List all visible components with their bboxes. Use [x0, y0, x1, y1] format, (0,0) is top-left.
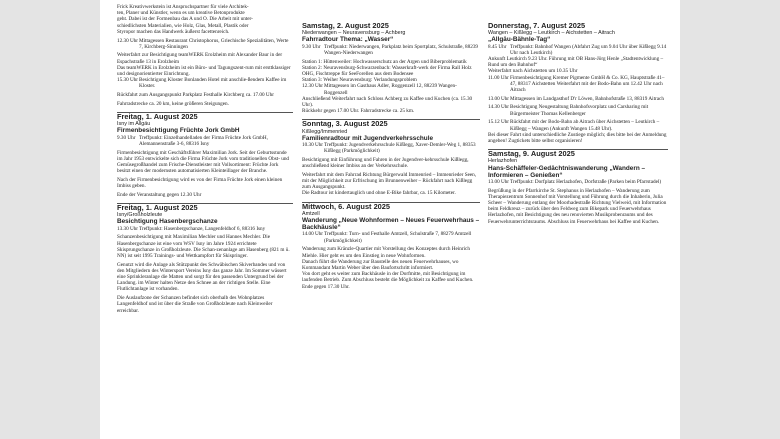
paragraph: Das teamWERK in Erolzheim ist ein Büro- und Tagungszent-rum mit ersttklassiger und designorientierter Einrichtung.	[117, 64, 291, 78]
entry-time: 12.30 Uhr	[302, 83, 324, 90]
entry-text: Treffpunkt: Niederwangen, Parkplatz beim Sportplatz, Schulstraße, 88239 Wangen-Niederwangen	[324, 43, 479, 56]
schedule-entry	[117, 226, 293, 232]
entry-text: Firmenbesichtigung Kremer Pigmente GmbH & Co. KG, Hauptstraße 41–47, 88317 Aichstetten Weiterfahrt mit der Bodo-Bahn um 12.42 Uhr nach Aitrach	[510, 74, 665, 94]
entry-text: Mittagessen im Landgasthof D'r Löwen, Bahnhofstraße 13, 88319 Aitrach	[510, 95, 664, 102]
entry-time: 13.00 Uhr	[488, 95, 510, 102]
event-date-heading: Sonntag, 3. August 2025	[302, 119, 388, 129]
schedule-entry	[488, 179, 668, 185]
paragraph: Die Radtour ist kindertauglich und ohne E-Bike fahrbar, ca. 15 Kilometer.	[302, 190, 456, 197]
paragraph: Wanderung zum Kränzle-Quartier mit Vorstellung des Konzeptes durch Heinrich Miehle. Hier geht es um den Einstieg in neue Wohnformen.	[302, 246, 470, 259]
paragraph: Station 3: Weiher Neuravensburg: Verlandungsproblem	[302, 77, 417, 84]
paragraph: Station 2: Neuravensburg-Schwarzenbach: Wasserkraft-werk der Firma Rall Holz OHG, Fischtreppe für SeeForellen aus dem Bodensee	[302, 64, 472, 77]
paragraph: Weiterfahrt mit dem Fahrrad Richtung Bürgerwald Immenried – Immenrieder Seen, mit der Möglichkeit zur Erfrischung im Brunnenweiher – Rückfahrt nach Kißlegg zum Ausgangspunkt.	[302, 171, 477, 191]
paragraph: Danach führt die Wanderung zur Baustelle des neuen Feuerwehrhauses, wo Kommandant Martin Weber über den Baufortschritt informiert.	[302, 258, 459, 271]
entry-text: Treffpunkt: Dorfplatz Herlazhofen, Dorfstraße (Parken beim Pfarrstadel)	[510, 178, 662, 185]
event-place: Kißlegg/Immenried	[302, 128, 348, 135]
entry-time: 14.30 Uhr	[488, 104, 510, 111]
event-date-heading: Freitag, 1. August 2025	[117, 202, 198, 212]
schedule-entry	[302, 83, 480, 95]
event-place: Amtzell	[302, 210, 320, 217]
intro-line: Frick Kreativwerkstein ist Anspruchspartner für viele Architek-	[117, 4, 249, 10]
event-title: Wanderung „Neue Wohnformen – Neues Feuerwehrhaus – Backhäusle“	[302, 216, 480, 232]
entry-time: 14.00 Uhr	[302, 231, 324, 238]
paragraph: Genutzt wird die Anlage als Stützpunkt des Schwäbischen Skiverbandes und von den Mitgliedern des Wintersport Vereins Isny das ganze Jahr. Im Sommer wässert eine Sprinkleranlage die Matten und sorgt für den passenden Untergrund bei der Landung. im Winter halten Netze den Schnee an der richtigen Stelle. Eine Flutlichtanlage ist vorhanden.	[117, 261, 287, 293]
event-date-heading: Freitag, 1. August 2025	[117, 112, 198, 122]
entry-text: Treffpunkt: Turn- und Festhalle Amtzell, Schulstraße 7, 88279 Amtzell (Parkmöglichkeit)	[324, 231, 472, 244]
paragraph: Ende gegen 17.30 Uhr.	[302, 283, 350, 290]
entry-text: Treffpunkt: Einzelhandelladen der Firma Früchte Jork GmbH, Alemannenstraße 3-6, 88316 Isny	[139, 134, 268, 147]
event-date-heading: Samstag, 2. August 2025	[302, 21, 389, 30]
document-page	[100, 0, 680, 439]
schedule-entry	[302, 142, 480, 154]
entry-time: 9.30 Uhr	[117, 134, 136, 141]
paragraph: Ankunft Leutkirch 9.23 Uhr. Führung mit OB Hans-Jörg Henle „Stadtentwicklung – Rund um den Bahnhof“	[488, 56, 664, 69]
entry-time: 9.30 Uhr	[302, 43, 321, 50]
paragraph: Bei dieser Fahrt sind unterschiedliche Zustiege möglich; dies bitte bei der Anmeldung angeben! Zugtickets bitte selbst organisieren!	[488, 131, 667, 144]
event-place: Niederwangen – Neuravensburg – Achberg	[302, 30, 406, 37]
schedule-entry	[117, 38, 293, 50]
entry-time: 12.30 Uhr	[117, 37, 139, 44]
schedule-entry	[302, 231, 480, 243]
paragraph: Station 1: Hüttenweiler: Hochwasserschutz an der Argen und Biberproblematik	[302, 58, 467, 65]
schedule-entry	[302, 44, 480, 56]
intro-line: geht. Dabei ist der Formenbau das A und O. Die Arbeit mit unter-	[117, 16, 253, 23]
intro-line: Styropor machen das Handwerk äußerst facettenreich.	[117, 28, 230, 35]
paragraph: Weiterfahrt zur Besichtigung teamWERK Erolzheim mit Alexander Baur in der Espachstraße 13 in Erolzheim	[117, 52, 283, 65]
entry-text: Besichtigung Neugestaltung Bahnhofsvorplatz und Carsharing mit Bürgermeister Thomas Kellenberger	[510, 104, 649, 117]
schedule-entry	[488, 75, 668, 94]
entry-time: 13.30 Uhr	[117, 225, 139, 232]
column-2	[302, 22, 480, 290]
entry-text: Mittagessen Restaurant Christophorus, Griechische Spezialitäten, Werte 7, Kirchberg-Sinningen	[139, 37, 289, 50]
paragraph: Weiterfahrt nach Aichstetten um 10.35 Uhr	[488, 68, 578, 75]
event-place: Herlazhofen	[488, 158, 518, 165]
event-place: Isny im Allgäu	[117, 121, 151, 128]
entry-time: 15.12 Uhr	[488, 119, 510, 126]
schedule-entry	[488, 104, 668, 116]
paragraph: Nach der Firmenbesichtigung wird es von der Firma Früchte Jork einen kleinen Imbiss geben.	[117, 176, 283, 190]
entry-text: Mittagessen im Gasthaus Adler, Roggenzell 12, 88239 Wangen-Roggenzell	[324, 83, 457, 96]
entry-time: 15.30 Uhr	[117, 77, 139, 84]
schedule-entry	[117, 77, 293, 89]
paragraph: Besichtigung mit Einführung und Fahren in der Jugendver-kehrsschule Kißlegg, anschließend kleiner Imbiss an der Verkehrsschule.	[302, 156, 469, 170]
paragraph: Firmenbesichtigung mit Geschäftsführer Maximilian Jork. Seit der Geburtsstunde im Jahr 1953 entwickelte sich die Firma Früchte Jork vom traditionellen Obst- und Gemüsegroßhandel zum Frische-Dienstleister mit Vollsortiment: Früchte Jork besitzt einen der modernsten automatisierten Kleinteillager der Branche.	[117, 149, 290, 175]
entry-text: Treffpunkt: Jugendverkehrsschule Kißlegg, Xaver-Demler-Weg 1, 88353 Kißlegg (Parkmöglichkeit)	[324, 141, 476, 155]
entry-text: Treffpunkt: Bahnhof Wangen (Abfahrt Zug um 9.04 Uhr über Kißlegg 9.14 Uhr nach Leutkirch)	[510, 43, 667, 56]
schedule-entry	[488, 96, 668, 102]
event-date-heading: Samstag, 9. August 2025	[488, 149, 575, 159]
schedule-entry	[117, 135, 293, 147]
entry-text: Besichtigung Kloster Bonlanden Hotel mit anschlie-ßendem Kaffee im Kloster.	[139, 77, 287, 90]
entry-text: Rückfahrt mit der Bodo-Bahn ab Aitrach über Aichstetten – Leutkirch – Kißlegg – Wangen (Ankunft Wangen 15.48 Uhr).	[510, 119, 660, 132]
event-title: Familienradtour mit Jugendverkehrsschule	[302, 134, 434, 142]
paragraph: Von dort geht es weiter zum Backhäusle in der Dorfmitte, mit Besichtigung im laufenden Betrieb. Zum Abschluss besteht die Möglichkeit zu Kaffee und Kuchen.	[302, 271, 474, 284]
paragraph: Die Auslaufzone der Schanzen befindet sich oberhalb des Wohnplatzes Langenfeldhof und ist über die Straße von Großholzleute nach Kleinweiler erreichbar.	[117, 295, 273, 314]
column-3	[488, 22, 668, 225]
event-title: „Allgäu-Bähnle-Tag“	[488, 36, 551, 44]
event-place: Isny/Großholzleute	[117, 212, 163, 219]
paragraph: Anschließend Weiterfahrt nach Schloss Achberg zu Kaffee und Kuchen (ca. 15.30 Uhr).	[302, 95, 473, 108]
entry-time: 8.45 Uhr	[488, 43, 507, 50]
entry-text: Treffpunkt: Hasenbergschanze, Langenfeldhof 6, 88316 Isny	[139, 225, 266, 232]
paragraph: Ende der Veranstaltung gegen 12.30 Uhr	[117, 191, 202, 198]
event-title: Fahrradtour Thema: „Wasser“	[302, 36, 394, 44]
paragraph: Rückkehr gegen 17.00 Uhr. Fahrradstrecke ca. 25 km.	[302, 108, 415, 115]
event-date-heading: Mittwoch, 6. August 2025	[302, 201, 391, 211]
intro-line: ten, Planer und Künstler, wenn es um kreative Betonprodukte	[117, 10, 245, 17]
schedule-entry	[488, 44, 668, 56]
entry-time: 10.30 Uhr	[302, 141, 324, 148]
intro-line: schiedlichsten Materialien, wie Holz, Glas, Metall, Plastik oder	[117, 22, 249, 29]
paragraph: Rückfahrt zum Ausgangspunkt Parkplatz Festhalle Kirchberg ca. 17.00 Uhr	[117, 92, 274, 99]
paragraph: Begrüßung in der Pfarrkirche St. Stephanus in Herlazhofen – Wanderung zum Therapiezentrum Sonnenhof mit Vorstellung und Führung durch die Inhaberin, Julia Scheer – Wanderung entlang der Moorhadestraße Richtung Vielweid, mit Information beim Feldkreuz – zurück über den Feldweg zum Bikepark und Feuerwehrhaus Herlazhofen, mit Besichtigung des neu renovierten Musikprobenraums und des Feuerwehrunterrichtsraums. Abschluss im Feuerwehrhaus bei Kaffee und Kuchen.	[488, 187, 667, 225]
column-1	[117, 4, 293, 314]
event-date-heading: Donnerstag, 7. August 2025	[488, 21, 586, 30]
paragraph: Fahrradstrecke ca. 20 km, keine größeren Steigungen.	[117, 100, 229, 107]
event-title: Besichtigung Hasenbergschanze	[117, 218, 218, 226]
event-title: Hans-Schäffeler-Gedächtniswanderung „Wandern – Informieren – Genießen“	[488, 164, 646, 179]
schedule-entry	[488, 119, 668, 131]
event-place: Wangen – Kißlegg – Leutkirch – Aichstetten – Aitrach	[488, 30, 615, 37]
entry-time: 13.00 Uhr	[488, 178, 510, 185]
entry-time: 11.00 Uhr	[488, 74, 509, 81]
event-title: Firmenbesichtigung Früchte Jork GmbH	[117, 127, 240, 135]
paragraph: Schanzenbesichtigung mit Maximilian Mechler und Hannes Mechler. Die Hasenbergschanze ist eine vom WSV Isny im Jahre 1924 errichtete Skisprungschanze in Großholzleute. Die Schan-zenanlage am Hasenberg (821 m ü. NN) ist seit 1995 Trainings- und Wettkampfort für Skispringer.	[117, 234, 290, 259]
